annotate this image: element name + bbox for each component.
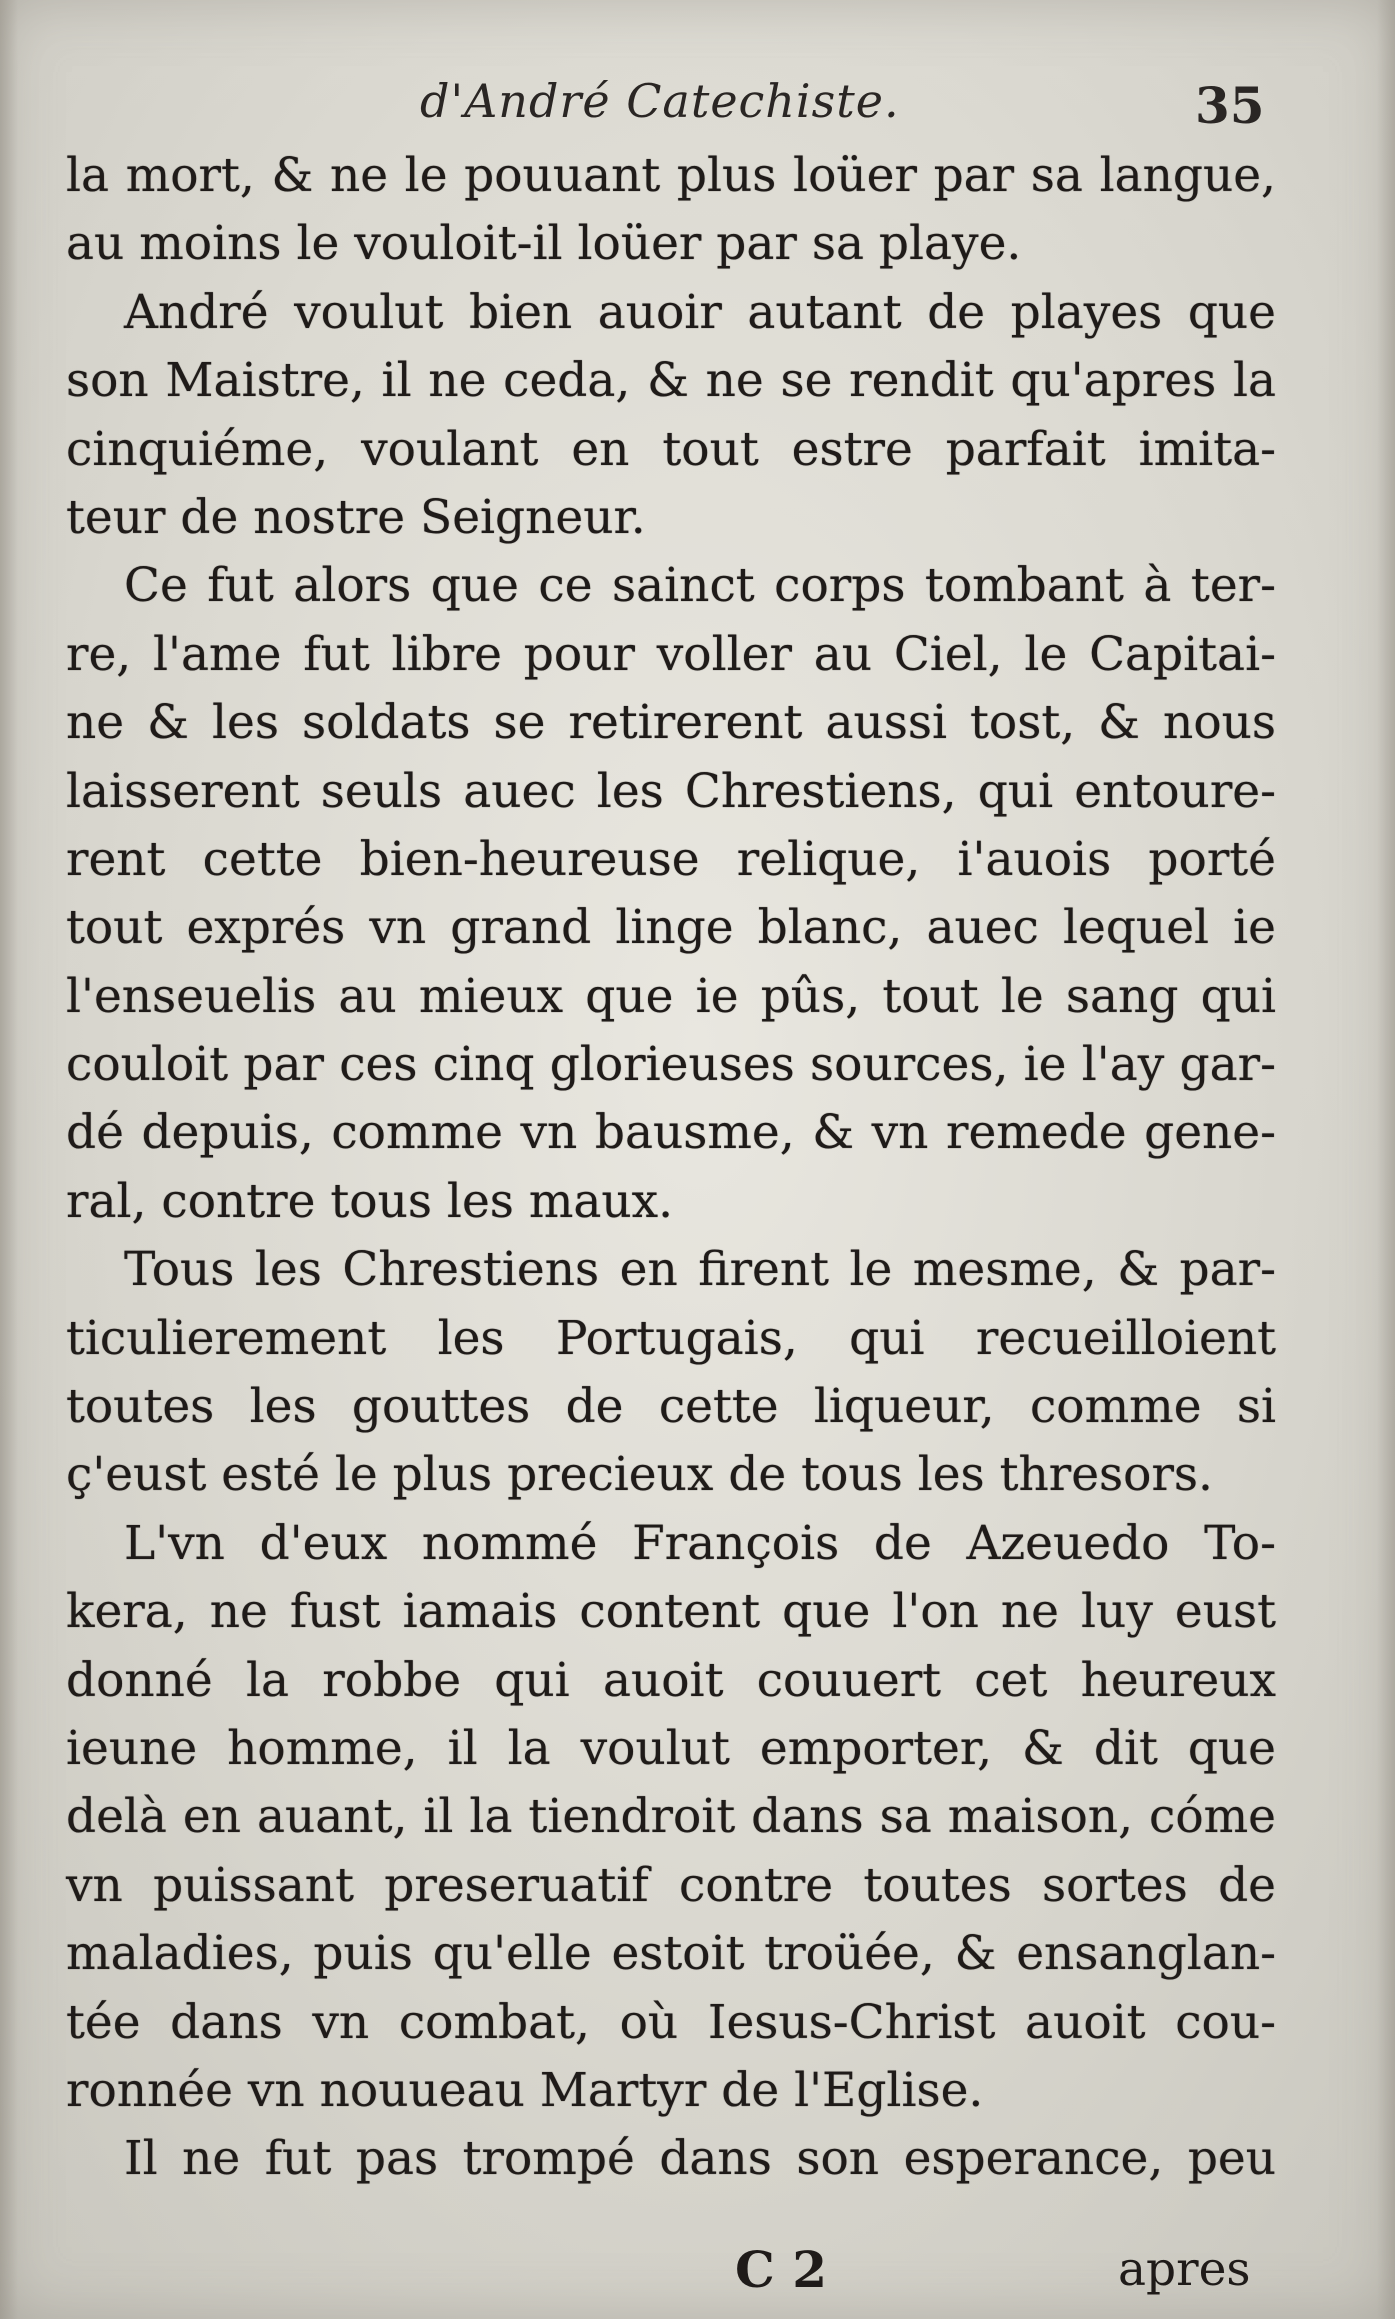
page-shadow-left	[0, 0, 18, 2319]
text-line: la mort, & ne le pouuant plus loüer par sa langue,	[66, 148, 1276, 203]
text-line: toutes les gouttes de cette liqueur, comme si	[66, 1379, 1276, 1435]
text-line: ne & les soldats se retirerent aussi tost, & nous	[66, 695, 1276, 751]
text-line: l'enseuelis au mieux que ie pûs, tout le sang qui	[66, 968, 1276, 1024]
text-line: maladies, puis qu'elle estoit troüée, & ensanglan-	[66, 1926, 1276, 1982]
running-head	[0, 62, 1395, 142]
text-line: ronnée vn nouueau Martyr de l'Eglise.	[66, 2062, 984, 2118]
footer-line	[0, 2240, 1395, 2310]
running-title: d'André Catechiste.	[420, 74, 900, 128]
text-line: son Maistre, il ne ceda, & ne se rendit qu'apres la	[66, 353, 1276, 409]
text-line: au moins le vouloit-il loüer par sa playe.	[66, 216, 1022, 272]
text-line: tée dans vn combat, où Iesus-Christ auoit cou-	[66, 1994, 1276, 2050]
text-line: kera, ne fust iamais content que l'on ne luy eust	[66, 1584, 1276, 1640]
text-line: delà en auant, il la tiendroit dans sa maison, cóme	[66, 1789, 1276, 1845]
text-line: ticulierement les Portugais, qui recueilloient	[66, 1310, 1276, 1366]
text-line: vn puissant preseruatif contre toutes sortes de	[66, 1857, 1276, 1913]
text-line: Ce fut alors que ce sainct corps tombant à ter-	[124, 558, 1276, 614]
text-line: L'vn d'eux nommé François de Azeuedo To-	[124, 1515, 1276, 1571]
text-line: ç'eust esté le plus precieux de tous les thresors.	[66, 1447, 1213, 1503]
body-text	[66, 142, 1276, 2194]
signature-mark: C 2	[735, 2240, 827, 2299]
text-line: tout exprés vn grand linge blanc, auec lequel ie	[66, 900, 1276, 956]
text-line: dé depuis, comme vn bausme, & vn remede gene-	[66, 1105, 1276, 1161]
page-number: 35	[1195, 76, 1265, 135]
text-line: cinquiéme, voulant en tout estre parfait imita-	[66, 421, 1276, 477]
catchword: apres	[1118, 2242, 1251, 2297]
text-line: ral, contre tous les maux.	[66, 1173, 674, 1229]
text-line: rent cette bien-heureuse relique, i'auois porté	[66, 831, 1276, 887]
text-line: Tous les Chrestiens en firent le mesme, & par-	[124, 1242, 1276, 1298]
text-line: Il ne fut pas trompé dans son esperance, peu	[124, 2131, 1276, 2187]
text-line: ieune homme, il la voulut emporter, & dit que	[66, 1720, 1276, 1776]
text-line: laisserent seuls auec les Chrestiens, qui entoure-	[66, 763, 1276, 819]
text-line: re, l'ame fut libre pour voller au Ciel, le Capitai-	[66, 626, 1276, 682]
text-line: donné la robbe qui auoit couuert cet heureux	[66, 1652, 1276, 1708]
page-shadow-right	[1377, 0, 1395, 2319]
text-line: couloit par ces cinq glorieuses sources, ie l'ay gar-	[66, 1037, 1276, 1093]
text-line: André voulut bien auoir autant de playes que	[124, 284, 1276, 340]
text-line: teur de nostre Seigneur.	[66, 489, 646, 545]
